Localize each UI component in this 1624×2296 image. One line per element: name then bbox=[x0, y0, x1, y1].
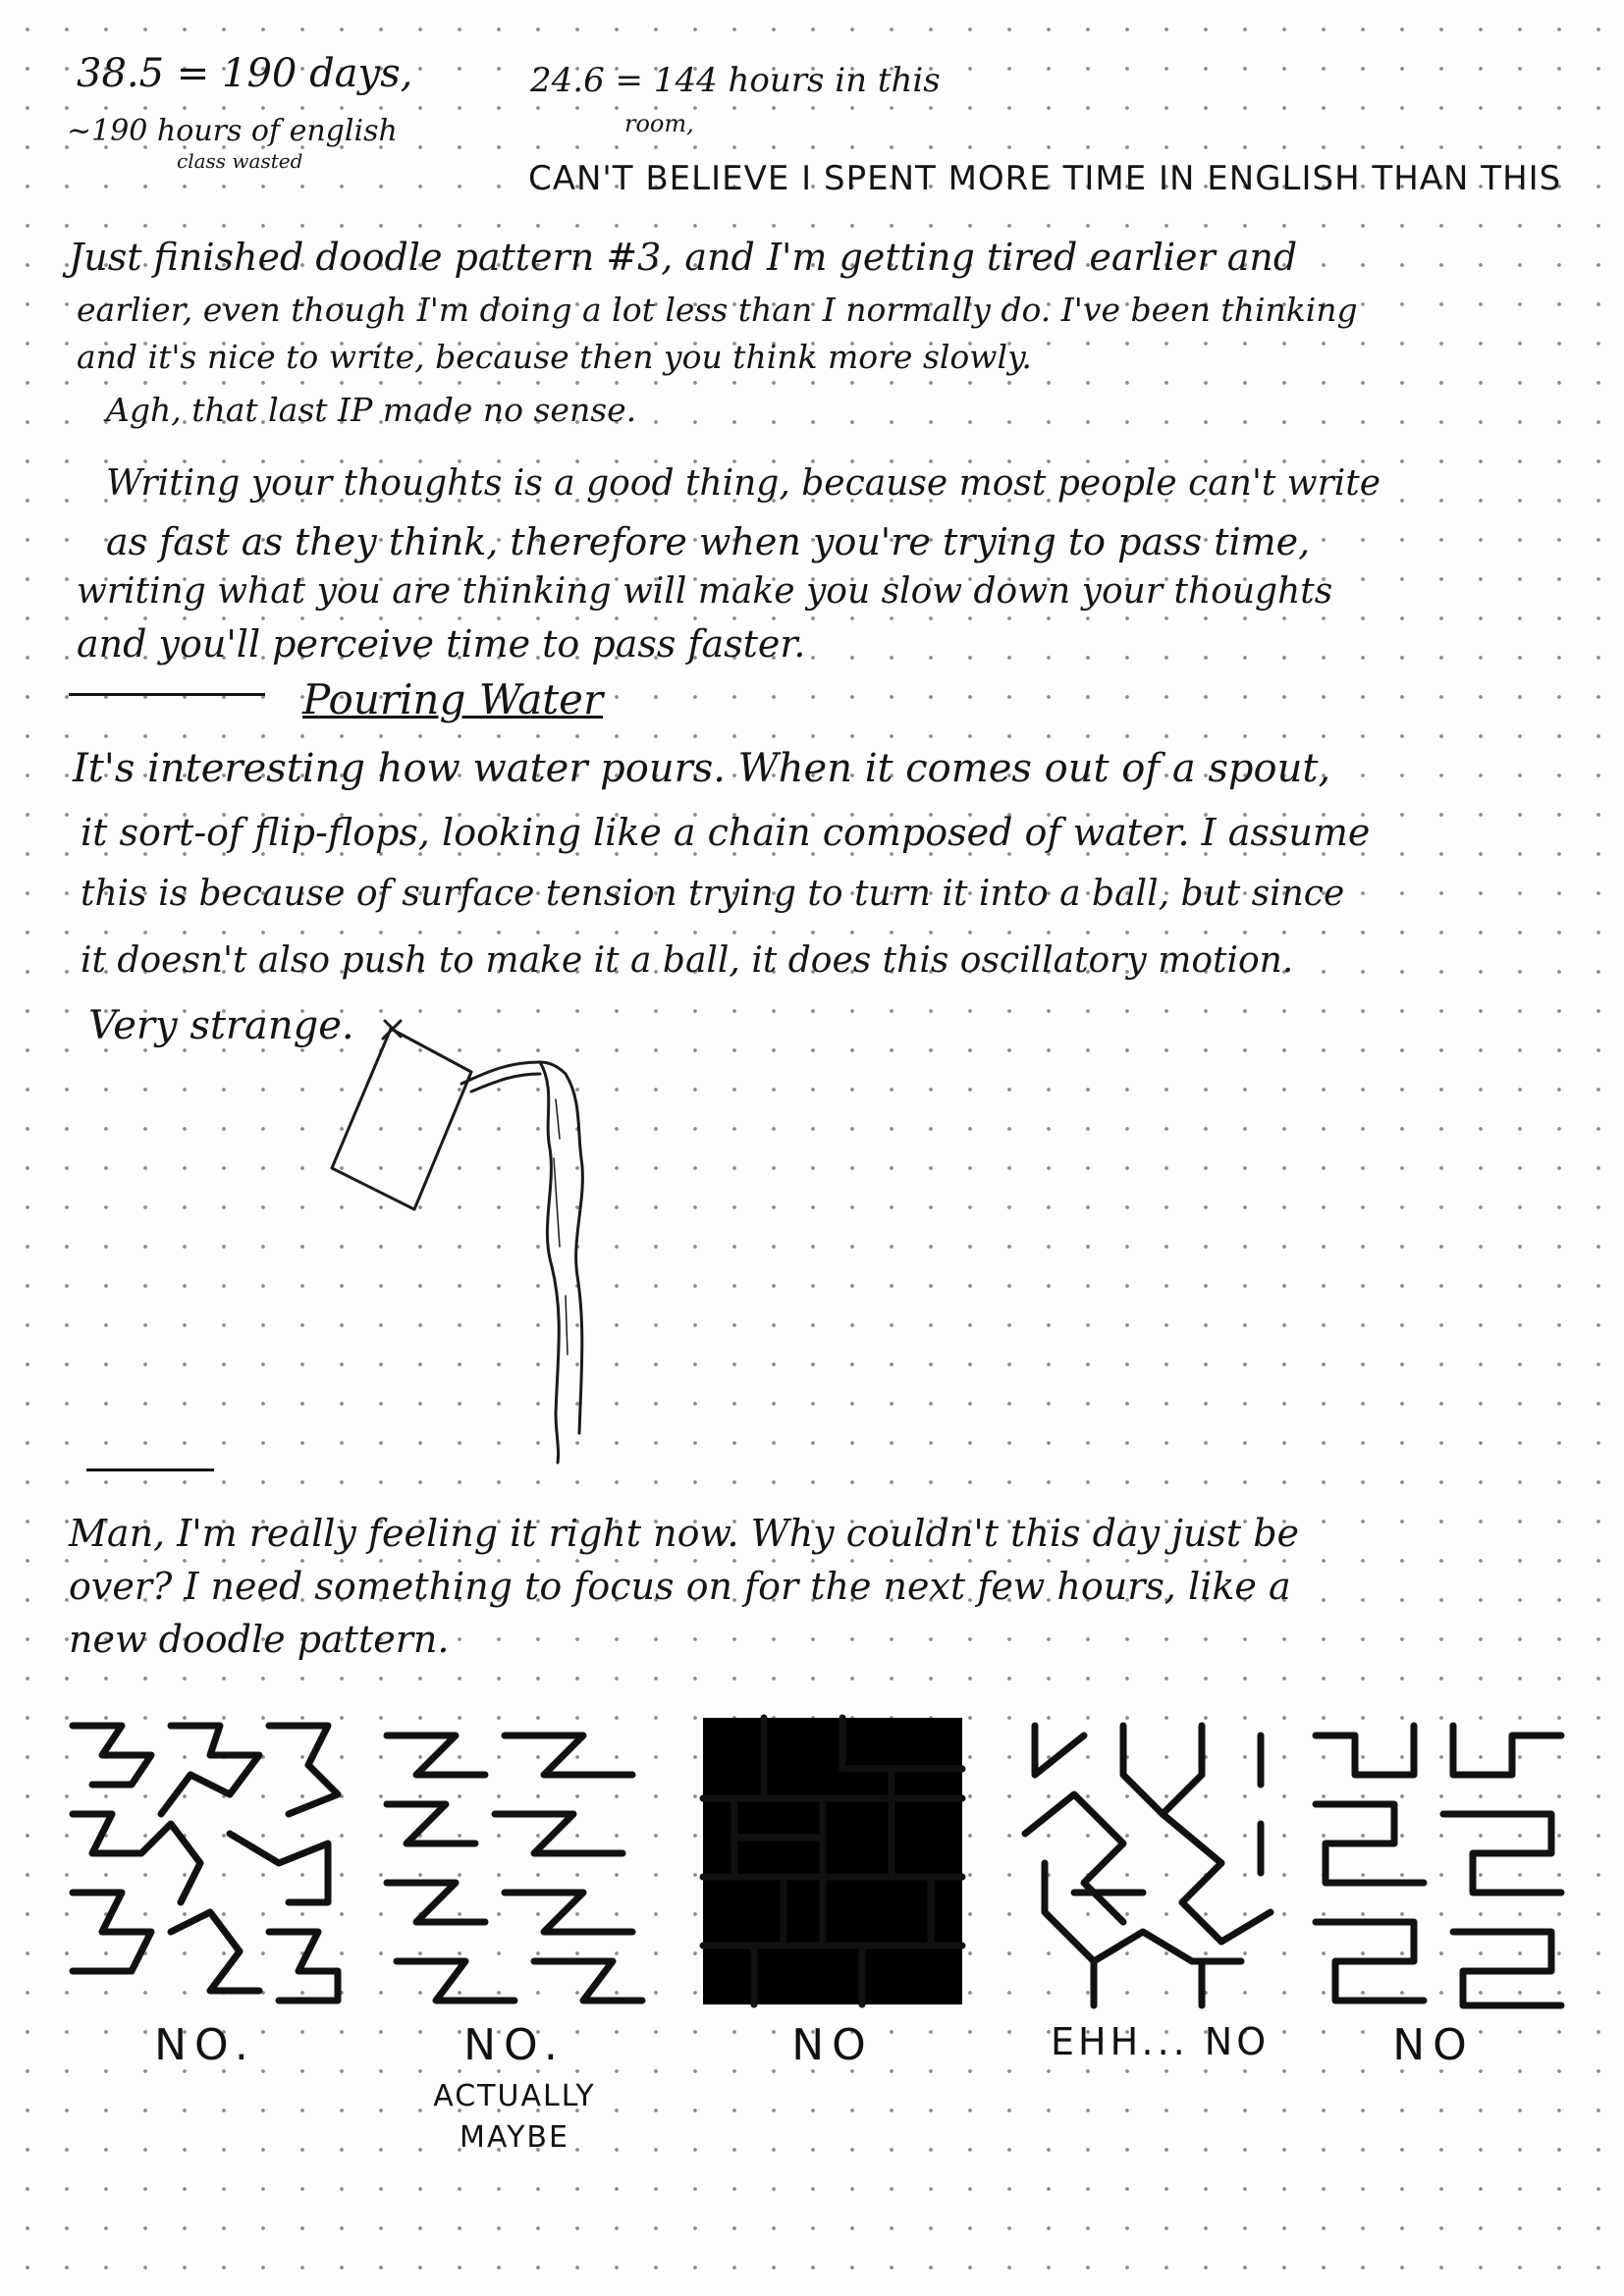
entry-line: this is because of surface tension trying to turn it into a ball, but since bbox=[81, 874, 1345, 914]
pouring-water-sketch bbox=[324, 1001, 638, 1472]
pattern-note: MAYBE bbox=[460, 2120, 569, 2155]
pattern-label: NO. bbox=[463, 2020, 566, 2070]
room-word: room, bbox=[624, 110, 694, 137]
entry-line: Agh, that last IP made no sense. bbox=[106, 391, 637, 429]
days-calculation: 38.5 = 190 days, bbox=[77, 51, 413, 96]
doodle-pattern-2-icon bbox=[377, 1716, 652, 2010]
entry-line: and you'll perceive time to pass faster. bbox=[77, 622, 806, 666]
class-wasted-note: class wasted bbox=[177, 149, 303, 173]
entry-line: Just finished doodle pattern #3, and I'm getting tired earlier and bbox=[69, 236, 1298, 279]
doodle-pattern-4-icon bbox=[1015, 1716, 1280, 2010]
room-hours-calculation: 24.6 = 144 hours in this bbox=[530, 61, 941, 100]
doodle-pattern-1-icon bbox=[63, 1716, 348, 2010]
entry-line: it doesn't also push to make it a ball, it does this oscillatory motion. bbox=[81, 940, 1294, 981]
entry-line: Man, I'm really feeling it right now. Why couldn't this day just be bbox=[69, 1512, 1300, 1555]
pattern-label: NO. bbox=[154, 2020, 256, 2070]
entry-line: as fast as they think, therefore when you're trying to pass time, bbox=[106, 520, 1311, 563]
doodle-pattern-5-icon bbox=[1306, 1716, 1571, 2010]
entry-line: earlier, even though I'm doing a lot less than I normally do. I've been thinking bbox=[77, 291, 1358, 329]
entry-line: writing what you are thinking will make you slow down your thoughts bbox=[77, 571, 1333, 612]
section-divider bbox=[69, 693, 265, 696]
pouring-water-title: Pouring Water bbox=[302, 675, 604, 723]
doodle-pattern-3-icon bbox=[695, 1710, 970, 2014]
entry-line: and it's nice to write, because then you think more slowly. bbox=[77, 338, 1032, 376]
entry-line: new doodle pattern. bbox=[69, 1618, 450, 1661]
pattern-label: NO bbox=[791, 2020, 874, 2070]
pattern-label: EHH... NO bbox=[1051, 2020, 1271, 2063]
entry-line: It's interesting how water pours. When it comes out of a spout, bbox=[73, 746, 1331, 791]
pattern-label: NO bbox=[1392, 2020, 1475, 2070]
entry-line: it sort-of flip-flops, looking like a chain composed of water. I assume bbox=[81, 811, 1371, 854]
entry-line: Very strange. bbox=[88, 1003, 354, 1048]
pattern-note: ACTUALLY bbox=[433, 2079, 596, 2113]
entry-line: Writing your thoughts is a good thing, because most people can't write bbox=[106, 463, 1381, 504]
section-divider bbox=[86, 1468, 214, 1471]
hours-english-note: ~190 hours of english bbox=[67, 114, 398, 148]
cant-believe-heading: CAN'T BELIEVE I SPENT MORE TIME IN ENGLISH THAN THIS bbox=[528, 159, 1562, 198]
entry-line: over? I need something to focus on for the next few hours, like a bbox=[69, 1565, 1291, 1608]
